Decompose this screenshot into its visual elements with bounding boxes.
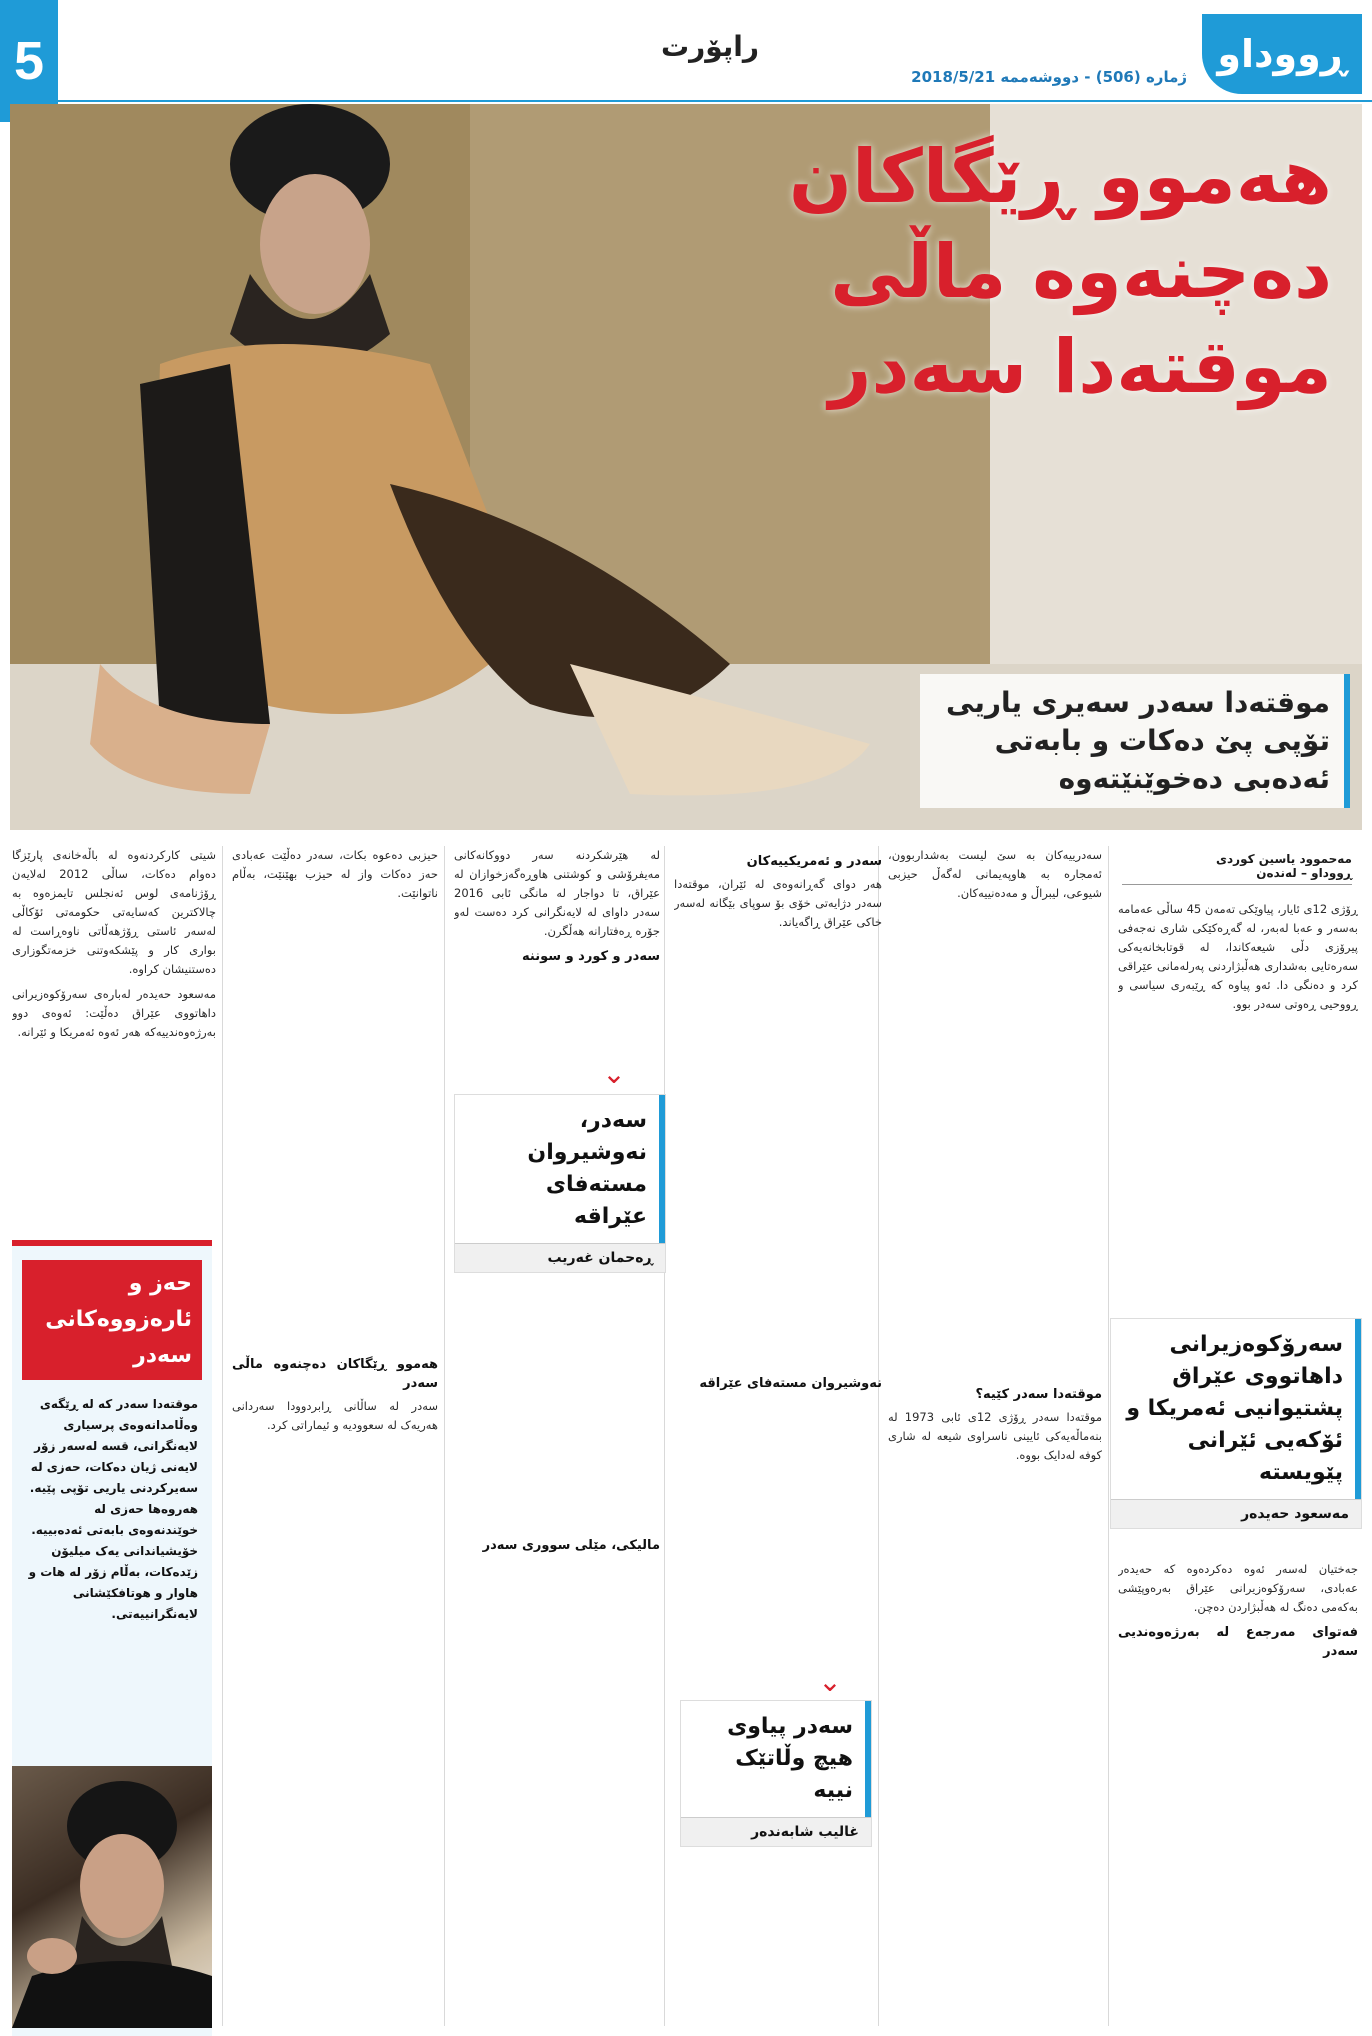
article-column-3 xyxy=(674,846,882,2026)
paragraph: شیتی کارکردنەوە لە باڵەخانەی پارێزگا دەوام دەکات، ساڵی 2012 لەلایەن ڕۆژنامەی لوس ئەنجلس تایمزەوە بە چالاکترین کەسایەتی حکومەتی ئۆکاڵی لەسەر ئاستی ڕۆژهەڵاتی ناوەڕاست لە بواری کار و پێشکەوتنی خزمەتگوزاری دەستنیشان کراوە. xyxy=(12,848,216,976)
section-title: راپۆرت xyxy=(660,30,760,63)
column-divider xyxy=(1108,846,1109,2026)
article-column-5 xyxy=(232,846,438,2026)
paragraph: جەختیان لەسەر ئەوە دەکردەوە کە حەیدەر عەبادی، سەرۆکوەزیرانی عێراق بەرەوپێشی بەکەمی دەنگ لە هەڵبژاردن دەچن. xyxy=(1118,1562,1358,1614)
subheading: موقتەدا سەدر کێیە؟ xyxy=(975,1387,1102,1402)
paragraph: ڕۆژی 12ی ئایار، پیاوێکی تەمەن 45 ساڵی عەمامە بەسەر و عەبا لەبەر، لە گەڕەکێکی شاری نەجەفی پیرۆزی دڵی شیعەکاندا، لە قوتابخانەیەکی سەرەتایی بەشداری هەڵبژاردنی پەرلەمانی عێراقی کرد و دەنگی دا. ئەو پیاوە کە ڕێبەری سیاسی و ڕووحیی ڕەوتی سەدر بوو. xyxy=(1118,902,1358,1011)
paragraph: موقتەدا سەدر ڕۆژی 12ی ئابی 1973 لە بنەماڵەیەکی ئایینی ناسراوی شیعە لە شاری کوفە لەدایک بووە. xyxy=(888,1410,1102,1462)
article-column-6 xyxy=(12,846,216,1226)
sidebar-text: موقتەدا سەدر کە لە ڕێگەی وەڵامدانەوەی پرسیاری لایەنگرانی، قسە لەسەر زۆر لایەنی ژیان دەکات، حەزی لە سەیرکردنی یاریی تۆپی پێیە. هەروەها حەزی لە خوێندنەوەی بابەتی ئەدەبییە. خۆیشیاندانی یەک میلیۆن زێدەکات، بەڵام زۆر لە هات و هاوار و هوتافکێشانی لایەنگرانییەتی. xyxy=(28,1397,198,1621)
subheading: فەتوای مەرجەع لە بەرژەوەندیی سەدر xyxy=(1118,1625,1358,1659)
subheading: سەدر و ئەمریکییەکان xyxy=(746,854,882,869)
headline-line-3: موقتەدا سەدر xyxy=(828,324,1332,410)
byline-place: ڕووداو – لەندەن xyxy=(1122,866,1352,885)
paragraph: حیزبی دەعوە بکات، سەدر دەڵێت عەبادی حەز دەکات واز لە حیزب بهێنێت، بەڵام ناتوانێت. xyxy=(232,848,438,900)
pull-quote-author: غالیب شابەندەر xyxy=(681,1817,871,1846)
subheading: مالیکی، مێلی سووری سەدر xyxy=(482,1538,660,1553)
logo-text: ڕووداو xyxy=(1217,32,1347,76)
pull-quote-1 xyxy=(1110,1318,1362,1529)
pull-quote-2 xyxy=(454,1094,666,1273)
pull-quote-author: مەسعود حەیدەر xyxy=(1111,1499,1361,1528)
main-photo xyxy=(10,104,1362,830)
sidebar-heading: حەز و ئارەزووەکانی سەدر xyxy=(22,1260,202,1380)
paragraph: سەدرییەکان بە سێ لیست بەشداربوون، ئەمجارە بە هاوپەیمانی لەگەڵ حیزبی شیوعی، لیبراڵ و مەدەنییەکان. xyxy=(888,848,1102,900)
pull-quote-3 xyxy=(680,1700,872,1847)
article-column-4 xyxy=(454,846,660,2026)
header-rule xyxy=(0,100,1372,102)
headline-subtitle: موقتەدا سەدر سەیری یاریی تۆپی پێ دەکات و بابەتی ئەدەبی دەخوێنێتەوە xyxy=(920,674,1350,808)
pull-quote-text: سەدر، نەوشیروان مستەفای عێراقە xyxy=(455,1095,665,1243)
byline-author: مەحموود یاسین کوردی xyxy=(1216,852,1352,866)
headline-line-2: دەچنەوە ماڵی xyxy=(830,229,1332,315)
chevron-down-icon: ⌄ xyxy=(602,1057,626,1090)
pull-quote-text: سەرۆکوەزیرانی داهاتووی عێراق پشتیوانیی ئەمریکا و ئۆکەیی ئێرانی پێویستە xyxy=(1111,1319,1361,1499)
subheading: سەدر و کورد و سوننە xyxy=(522,949,660,964)
column-divider xyxy=(444,846,445,2026)
pull-quote-author: ڕەحمان غەریب xyxy=(455,1243,665,1272)
paragraph: هەر دوای گەڕانەوەی لە ئێران، موقتەدا سەدر دژایەتی خۆی بۆ سوپای بێگانە لەسەر خاکی عێراق ڕاگەیاند. xyxy=(674,877,882,929)
chevron-down-icon: ⌄ xyxy=(818,1665,842,1698)
page-number: 5 xyxy=(0,0,58,122)
rudaw-logo xyxy=(1202,14,1362,94)
column-divider xyxy=(664,846,665,2026)
subheading: هەموو ڕێگاکان دەچنەوە ماڵی سەدر xyxy=(232,1357,438,1391)
paragraph: مەسعود حەیدەر لەبارەی سەرۆکوەزیرانی داهاتووی عێراق دەڵێت: ئەوەی دوو بەرژەوەندییەکە هەر ئەوە ئەمریکا و ئێرانە. xyxy=(12,987,216,1039)
pull-quote-text: سەدر پیاوی هیچ وڵاتێک نییە xyxy=(681,1701,871,1817)
paragraph: سەدر لە ساڵانی ڕابردوودا سەردانی هەریەک لە سعوودیە و ئیماراتی کرد. xyxy=(232,1399,438,1432)
headline-line-1: هەموو ڕێگاکان xyxy=(788,134,1332,220)
sidebar-photo xyxy=(12,1766,212,2028)
issue-info: ژمارە (506) - دووشەممە 2018/5/21 xyxy=(911,68,1187,86)
article-column-2 xyxy=(888,846,1102,2026)
sidebar-photo-illustration xyxy=(12,1766,212,2028)
subheading: نەوشیروان مستەفای عێراقە xyxy=(699,1376,882,1391)
column-divider xyxy=(222,846,223,2026)
byline xyxy=(1122,852,1352,885)
paragraph: لە هێرشکردنە سەر دووکانەکانی مەیفرۆشی و کوشتنی هاوڕەگەزخوازان لە عێراق، تا دواجار لە مانگی ئابی 2016 سەدر داوای لە لایەنگرانی کرد دەست لەو جۆرە ڕەفتارانە هەڵگرن. xyxy=(454,848,660,938)
